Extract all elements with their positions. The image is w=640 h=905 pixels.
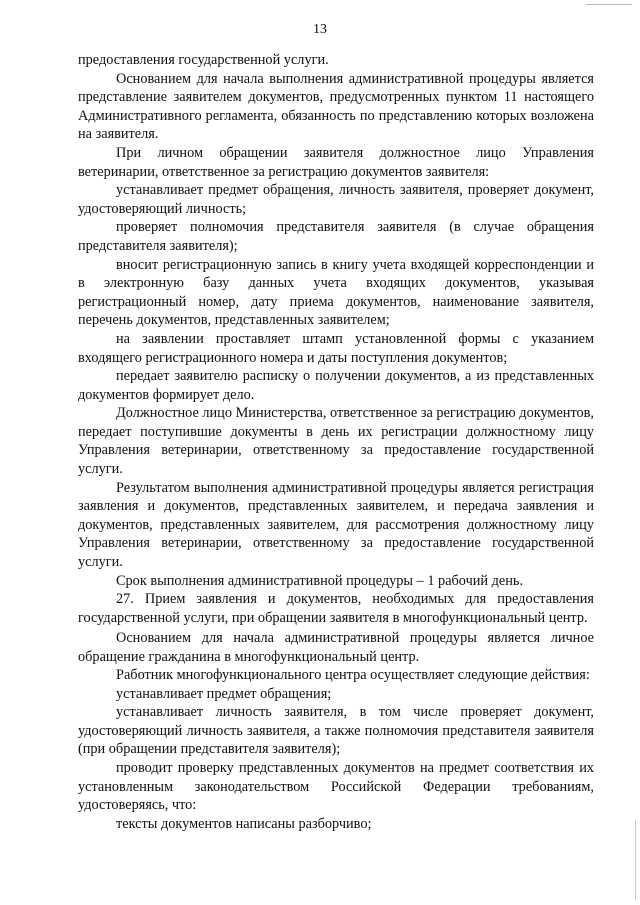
paragraph: передает заявителю расписку о получении документов, а из представленных документов формирует дело. — [78, 368, 594, 403]
paragraph: Результатом выполнения административной процедуры является регистрация заявления и документов, представленных заявителем, и передача заявления и документов, представленных заявителем, для рассмотрения должностному лицу Управления ветеринарии, ответственному за предоставление государственной услуги. — [78, 479, 594, 571]
paragraph: Основанием для начала административной процедуры является личное обращение гражданина в многофункциональный центр. — [78, 629, 594, 665]
paragraph: 27. Прием заявления и документов, необходимых для предоставления государственной услуги, при обращении заявителя в многофункциональный центр. — [78, 591, 594, 626]
paragraph: проверяет полномочия представителя заявителя (в случае обращения представителя заявителя); — [78, 219, 594, 254]
paragraph: При личном обращении заявителя должностное лицо Управления ветеринарии, ответственное за регистрацию документов заявителя: — [78, 144, 594, 180]
scan-edge-line — [635, 820, 636, 900]
paragraph: тексты документов написаны разборчиво; — [116, 815, 372, 832]
page-number: 13 — [313, 22, 327, 37]
scan-artifact-line — [586, 4, 632, 5]
paragraph: устанавливает предмет обращения; — [116, 685, 332, 702]
paragraph: Основанием для начала выполнения административной процедуры является представление заявителем документов, предусмотренных пунктом 11 настоящего Административного регламента, обязанность по представлению которых возложена на заявителя. — [78, 70, 594, 143]
paragraph: предоставления государственной услуги. — [78, 52, 329, 68]
paragraph: проводит проверку представленных документов на предмет соответствия их установленным законодательством Российской Федерации требованиям, удостоверяясь, что: — [78, 760, 594, 814]
paragraph: Срок выполнения административной процедуры – 1 рабочий день. — [116, 572, 524, 589]
paragraph: вносит регистрационную запись в книгу учета входящей корреспонденции и в электронную базу данных учета входящих документов, указывая регистрационный номер, дату приема документов, наименование заявителя, перечень документов, представленных заявителем; — [78, 256, 594, 329]
paragraph: на заявлении проставляет штамп установленной формы с указанием входящего регистрационного номера и даты поступления документов; — [78, 330, 594, 366]
paragraph: Работник многофункционального центра осуществляет следующие действия: — [116, 667, 590, 684]
paragraph: устанавливает предмет обращения, личность заявителя, проверяет документ, удостоверяющий личность; — [78, 182, 594, 217]
document-body — [78, 51, 594, 833]
paragraph: Должностное лицо Министерства, ответственное за регистрацию документов, передает поступившие документы в день их регистрации должностному лицу Управления ветеринарии, ответственному за предоставление государственной услуги. — [78, 405, 594, 478]
paragraph: устанавливает личность заявителя, в том числе проверяет документ, удостоверяющий личность заявителя, а также полномочия представителя заявителя (при обращении представителя заявителя); — [78, 704, 594, 758]
